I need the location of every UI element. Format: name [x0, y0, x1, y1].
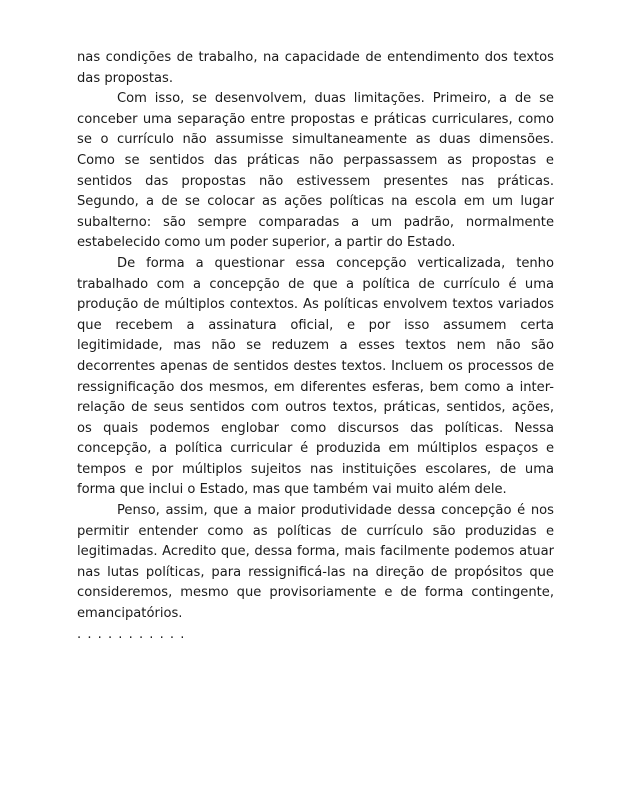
paragraph-limitations: Com isso, se desenvolvem, duas limitações. Primeiro, a de se conceber uma separação entre propostas e práticas curriculares, como se o currículo não assumisse simultaneamente as duas dimensões. Como se sentidos das práticas não perpassassem as propostas e sentidos das propostas não estivessem presentes nas práticas. Segundo, a de se colocar as ações políticas na escola em um lugar subalterno: são sempre comparadas a um padrão, normalmente estabelecido como um poder superior, a partir do Estado.	[77, 91, 554, 251]
paragraph-conception: De forma a questionar essa concepção verticalizada, tenho trabalhado com a concepção de que a política de currículo é uma produção de múltiplos contextos. As políticas envolvem textos variados que recebem a assinatura oficial, e por isso assumem certa legitimidade, mas não se reduzem a esses textos nem não são decorrentes apenas de sentidos destes textos. Incluem os processos de ressignificação dos mesmos, em diferentes esferas, bem como a inter-relação de seus sentidos com outros textos, práticas, sentidos, ações, os quais podemos englobar como discursos das políticas. Nessa concepção, a política curricular é produzida em múltiplos espaços e tempos e por múltiplos sujeitos nas instituições escolares, de uma forma que inclui o Estado, mas que também vai muito além dele.	[77, 255, 554, 498]
document-page	[77, 48, 554, 645]
ellipsis-marker: . . . . . . . . . . .	[77, 626, 186, 642]
paragraph-continuation: nas condições de trabalho, na capacidade de entendimento dos textos das propostas.	[77, 50, 554, 86]
paragraph-productivity: Penso, assim, que a maior produtividade dessa concepção é nos permitir entender como as políticas de currículo são produzidas e legitimadas. Acredito que, dessa forma, mais facilmente podemos atuar nas lutas políticas, para ressignificá-las na direção de propósitos que consideremos, mesmo que provisoriamente e de forma contingente, emancipatórios.	[77, 503, 554, 622]
